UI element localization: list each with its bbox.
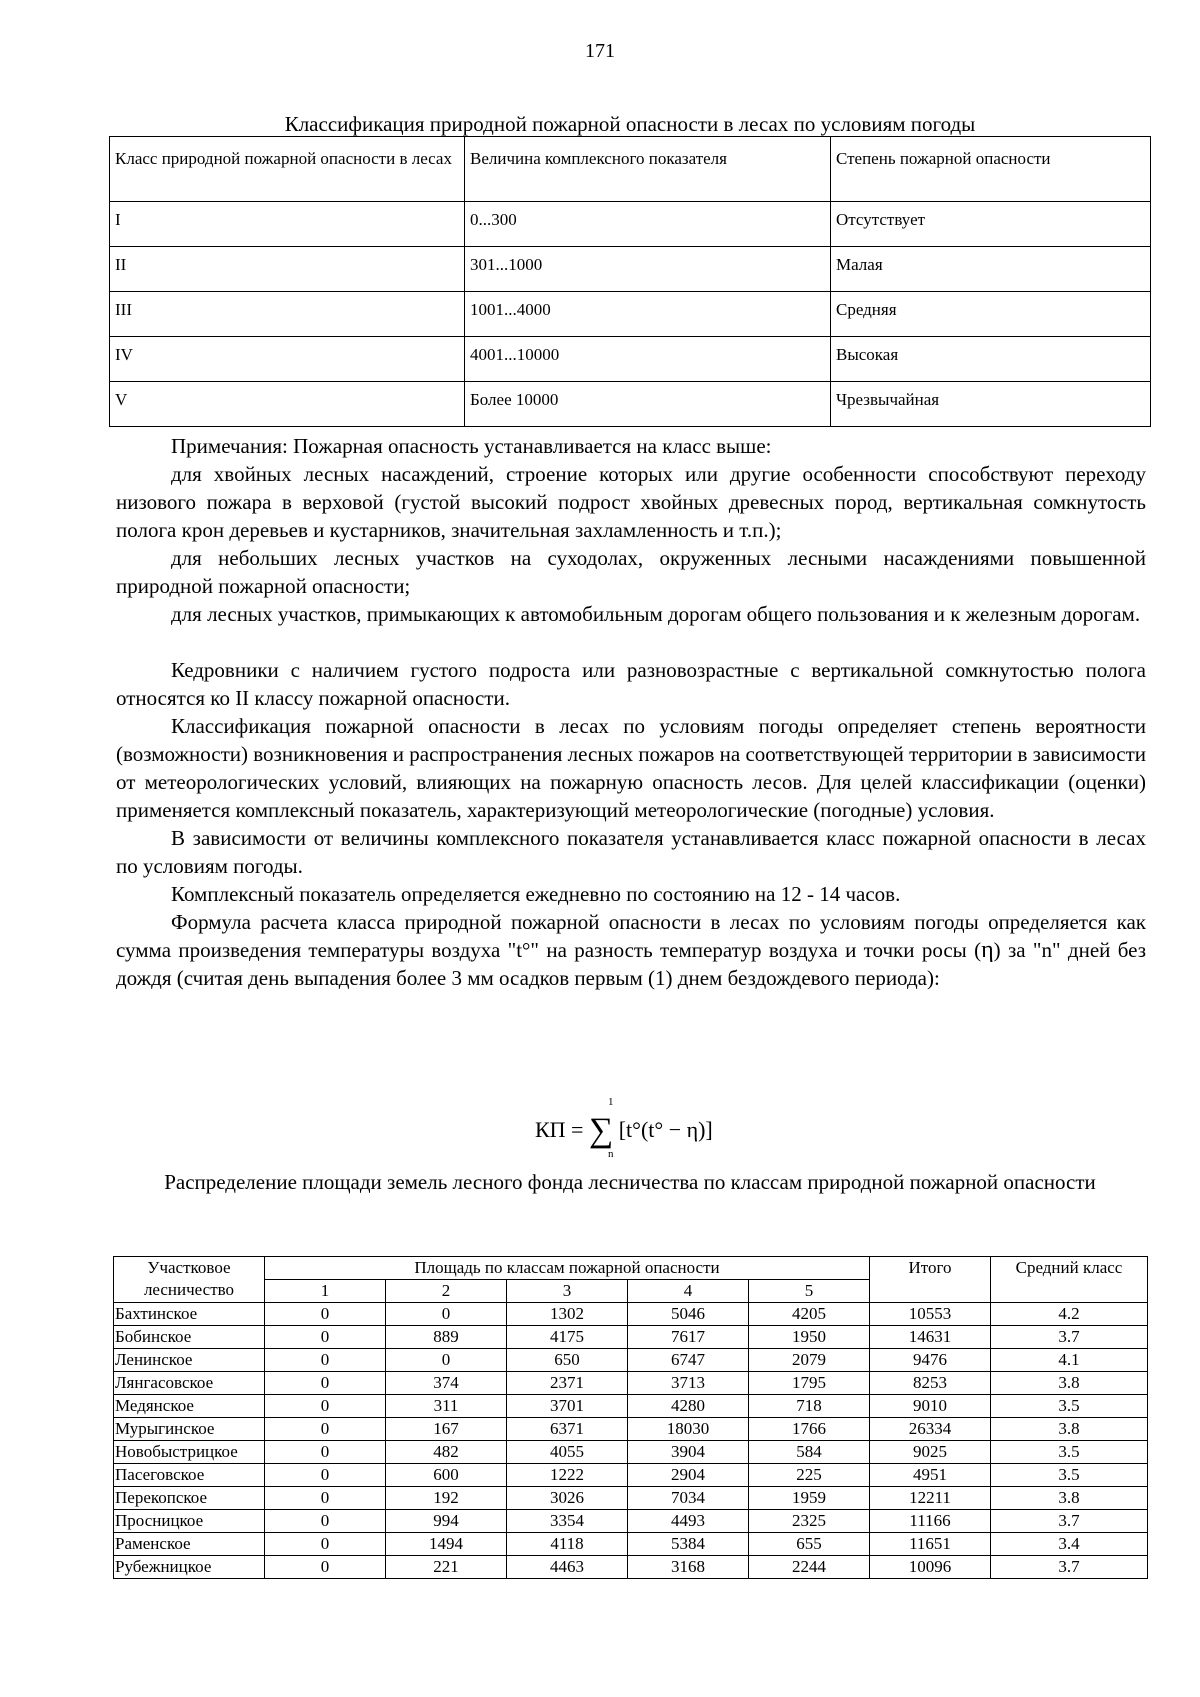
formula-lhs: КП = xyxy=(535,1117,584,1142)
table-cell: 4055 xyxy=(507,1441,628,1464)
notes-heading: Примечания: Пожарная опасность устанавливается на класс выше: xyxy=(171,434,772,458)
table-cell: 1001...4000 xyxy=(465,292,831,337)
table-cell: 3026 xyxy=(507,1487,628,1510)
area-distribution-table xyxy=(113,1256,1148,1579)
table-row xyxy=(110,292,1151,337)
paragraph: Кедровники с наличием густого подроста или разновозрастные с вертикальной сомкнутостью полога относятся ко II классу пожарной опасности. xyxy=(116,658,1146,710)
table-cell: 221 xyxy=(386,1556,507,1579)
table-cell: 584 xyxy=(749,1441,870,1464)
table-cell: 3.8 xyxy=(991,1372,1148,1395)
table-cell: 0 xyxy=(265,1395,386,1418)
table-row xyxy=(114,1326,1148,1349)
formula-paragraph-part1: Формула расчета класса природной пожарной опасности в лесах по условиям погоды определяется как сумма произведения температуры воздуха "t°" на разность температур воздуха и точки росы ( xyxy=(116,910,1146,962)
table-cell: Средняя xyxy=(831,292,1151,337)
forestry-name-cell: Новобыстрицкое xyxy=(114,1441,265,1464)
table-header-cell: Участковое лесничество xyxy=(114,1257,265,1303)
table-cell: 0 xyxy=(265,1510,386,1533)
table-cell: 4.2 xyxy=(991,1303,1148,1326)
table-row xyxy=(114,1418,1148,1441)
forestry-name-cell: Мурыгинское xyxy=(114,1418,265,1441)
table-row xyxy=(110,202,1151,247)
table-cell: 14631 xyxy=(870,1326,991,1349)
table-cell: Высокая xyxy=(831,337,1151,382)
note-item: для хвойных лесных насаждений, строение которых или другие особенности способствуют переходу низового пожара в верховой (густой высокий подрост хвойных древесных пород, вертикальная сомкнутость полога крон деревьев и кустарников, значительная захламленность и т.п.); xyxy=(116,462,1146,542)
table-row xyxy=(114,1464,1148,1487)
table-header-cell: Средний класс xyxy=(991,1257,1148,1303)
table-cell: 11166 xyxy=(870,1510,991,1533)
table-cell: 374 xyxy=(386,1372,507,1395)
table-cell: 9010 xyxy=(870,1395,991,1418)
forestry-name-cell: Лянгасовское xyxy=(114,1372,265,1395)
table-row xyxy=(114,1510,1148,1533)
formula-body: [t°(t° − η)] xyxy=(618,1117,713,1142)
table-cell: 9476 xyxy=(870,1349,991,1372)
table-header-cell: 2 xyxy=(386,1280,507,1303)
table-row xyxy=(114,1349,1148,1372)
table-cell: 655 xyxy=(749,1533,870,1556)
table-cell: 10096 xyxy=(870,1556,991,1579)
table-body xyxy=(114,1303,1148,1579)
table-cell: 1766 xyxy=(749,1418,870,1441)
paragraph: Комплексный показатель определяется ежедневно по состоянию на 12 - 14 часов. xyxy=(171,882,901,906)
table-cell: 0 xyxy=(265,1418,386,1441)
formula-paragraph-part2: ) за "n" дней без дождя (считая день выпадения более 3 мм осадков первым (1) днем бездождевого периода): xyxy=(116,938,1146,990)
body-text xyxy=(116,432,1146,992)
table-cell: 9025 xyxy=(870,1441,991,1464)
forestry-name-cell: Ленинское xyxy=(114,1349,265,1372)
table-cell: 3701 xyxy=(507,1395,628,1418)
table-cell: 4.1 xyxy=(991,1349,1148,1372)
table-row xyxy=(114,1556,1148,1579)
table-header-row xyxy=(110,137,1151,202)
table-cell: 0 xyxy=(265,1372,386,1395)
table-cell: 4280 xyxy=(628,1395,749,1418)
table-cell: 4951 xyxy=(870,1464,991,1487)
table-cell: 3168 xyxy=(628,1556,749,1579)
table-cell: 3354 xyxy=(507,1510,628,1533)
table-cell: 994 xyxy=(386,1510,507,1533)
table-cell: 3.5 xyxy=(991,1395,1148,1418)
table-cell: 0 xyxy=(265,1533,386,1556)
table-cell: 11651 xyxy=(870,1533,991,1556)
table-header-cell: 5 xyxy=(749,1280,870,1303)
table-cell: 7034 xyxy=(628,1487,749,1510)
table-cell: 0 xyxy=(265,1487,386,1510)
page-number: 171 xyxy=(585,40,615,62)
table-cell: 2371 xyxy=(507,1372,628,1395)
table-row xyxy=(114,1533,1148,1556)
table-cell: 18030 xyxy=(628,1418,749,1441)
table-cell: Более 10000 xyxy=(465,382,831,427)
table-row xyxy=(114,1395,1148,1418)
table-cell: 718 xyxy=(749,1395,870,1418)
table-cell: 8253 xyxy=(870,1372,991,1395)
table-cell: 0 xyxy=(265,1326,386,1349)
table-cell: 4118 xyxy=(507,1533,628,1556)
table-cell: Малая xyxy=(831,247,1151,292)
table-cell: 0 xyxy=(265,1441,386,1464)
table-cell: 167 xyxy=(386,1418,507,1441)
table-cell: 1795 xyxy=(749,1372,870,1395)
table-cell: 3.8 xyxy=(991,1487,1148,1510)
table-cell: 1959 xyxy=(749,1487,870,1510)
table-cell: 3.7 xyxy=(991,1510,1148,1533)
table-cell: 2079 xyxy=(749,1349,870,1372)
table-cell: 3904 xyxy=(628,1441,749,1464)
table-cell: 3.7 xyxy=(991,1556,1148,1579)
sum-lower-limit: n xyxy=(608,1148,614,1160)
table-cell: 1222 xyxy=(507,1464,628,1487)
table-cell: 5046 xyxy=(628,1303,749,1326)
table-cell: 192 xyxy=(386,1487,507,1510)
table-cell: 7617 xyxy=(628,1326,749,1349)
paragraph: В зависимости от величины комплексного показателя устанавливается класс пожарной опасности в лесах по условиям погоды. xyxy=(116,826,1146,878)
table-header-cell: Класс природной пожарной опасности в лесах xyxy=(110,137,465,202)
table-cell: 889 xyxy=(386,1326,507,1349)
table-cell: 1950 xyxy=(749,1326,870,1349)
table-cell: 10553 xyxy=(870,1303,991,1326)
table-row xyxy=(110,382,1151,427)
table-cell: 2244 xyxy=(749,1556,870,1579)
table-cell: 4001...10000 xyxy=(465,337,831,382)
table-cell: 3.5 xyxy=(991,1441,1148,1464)
table-cell: IV xyxy=(110,337,465,382)
table-cell: Чрезвычайная xyxy=(831,382,1151,427)
table-cell: 4175 xyxy=(507,1326,628,1349)
forestry-name-cell: Просницкое xyxy=(114,1510,265,1533)
forestry-name-cell: Рубежницкое xyxy=(114,1556,265,1579)
table-header-cell: Степень пожарной опасности xyxy=(831,137,1151,202)
table-cell: V xyxy=(110,382,465,427)
table-cell: 6747 xyxy=(628,1349,749,1372)
forestry-name-cell: Бобинское xyxy=(114,1326,265,1349)
table-cell: 12211 xyxy=(870,1487,991,1510)
table2-title: Распределение площади земель лесного фонда лесничества по классам природной пожарной опасности xyxy=(164,1170,1096,1194)
table-cell: 0 xyxy=(386,1349,507,1372)
table-cell: I xyxy=(110,202,465,247)
table-cell: 26334 xyxy=(870,1418,991,1441)
table-header-row xyxy=(114,1257,1148,1280)
forestry-name-cell: Бахтинское xyxy=(114,1303,265,1326)
table-cell: 3.8 xyxy=(991,1418,1148,1441)
sum-upper-limit: 1 xyxy=(608,1096,614,1108)
table-cell: 1302 xyxy=(507,1303,628,1326)
table-header-cell: Площадь по классам пожарной опасности xyxy=(265,1257,870,1280)
table-cell: 3713 xyxy=(628,1372,749,1395)
table-cell: 4205 xyxy=(749,1303,870,1326)
table-cell: 311 xyxy=(386,1395,507,1418)
table-row xyxy=(114,1372,1148,1395)
table-cell: 0 xyxy=(265,1464,386,1487)
table-cell: 2904 xyxy=(628,1464,749,1487)
table-cell: 0...300 xyxy=(465,202,831,247)
table-cell: 0 xyxy=(265,1303,386,1326)
table-row xyxy=(110,337,1151,382)
table-cell: 3.5 xyxy=(991,1464,1148,1487)
table-header-cell: Величина комплексного показателя xyxy=(465,137,831,202)
table-cell: 4493 xyxy=(628,1510,749,1533)
table-cell: 0 xyxy=(386,1303,507,1326)
table-cell: 600 xyxy=(386,1464,507,1487)
table1-title: Классификация природной пожарной опасности в лесах по условиям погоды xyxy=(284,112,976,136)
note-item: для лесных участков, примыкающих к автомобильным дорогам общего пользования и к железным дорогам. xyxy=(171,602,1141,626)
forestry-name-cell: Раменское xyxy=(114,1533,265,1556)
table-cell: 1494 xyxy=(386,1533,507,1556)
forestry-name-cell: Медянское xyxy=(114,1395,265,1418)
table-cell: 0 xyxy=(265,1349,386,1372)
table-cell: 3.7 xyxy=(991,1326,1148,1349)
formula-paragraph xyxy=(116,908,1146,992)
table-header-cell: Итого xyxy=(870,1257,991,1303)
forestry-name-cell: Перекопское xyxy=(114,1487,265,1510)
table-cell: 3.4 xyxy=(991,1533,1148,1556)
table-cell: 301...1000 xyxy=(465,247,831,292)
table-row xyxy=(114,1441,1148,1464)
table-cell: 2325 xyxy=(749,1510,870,1533)
table-cell: 6371 xyxy=(507,1418,628,1441)
eta-symbol: η xyxy=(981,937,994,963)
table-cell: III xyxy=(110,292,465,337)
paragraph: Классификация пожарной опасности в лесах по условиям погоды определяет степень вероятности (возможности) возникновения и распространения лесных пожаров на соответствующей территории в зависимости от метеорологических условий, влияющих на пожарную опасность лесов. Для целей классификации (оценки) применяется комплексный показатель, характеризующий метеорологические (погодные) условия. xyxy=(116,714,1146,822)
table-cell: Отсутствует xyxy=(831,202,1151,247)
note-item: для небольших лесных участков на суходолах, окруженных лесными насаждениями повышенной природной пожарной опасности; xyxy=(116,546,1146,598)
table-cell: 4463 xyxy=(507,1556,628,1579)
table-row xyxy=(114,1487,1148,1510)
table-cell: 650 xyxy=(507,1349,628,1372)
table-row xyxy=(110,247,1151,292)
table-row xyxy=(114,1303,1148,1326)
table-header-cell: 3 xyxy=(507,1280,628,1303)
table-cell: 5384 xyxy=(628,1533,749,1556)
table-header-cell: 4 xyxy=(628,1280,749,1303)
forestry-name-cell: Пасеговское xyxy=(114,1464,265,1487)
formula xyxy=(535,1096,713,1160)
table-cell: 482 xyxy=(386,1441,507,1464)
table-cell: 0 xyxy=(265,1556,386,1579)
sum-symbol: ∑ xyxy=(588,1112,614,1149)
table-cell: II xyxy=(110,247,465,292)
fire-danger-classification-table xyxy=(109,136,1151,427)
table-cell: 225 xyxy=(749,1464,870,1487)
table-header-cell: 1 xyxy=(265,1280,386,1303)
